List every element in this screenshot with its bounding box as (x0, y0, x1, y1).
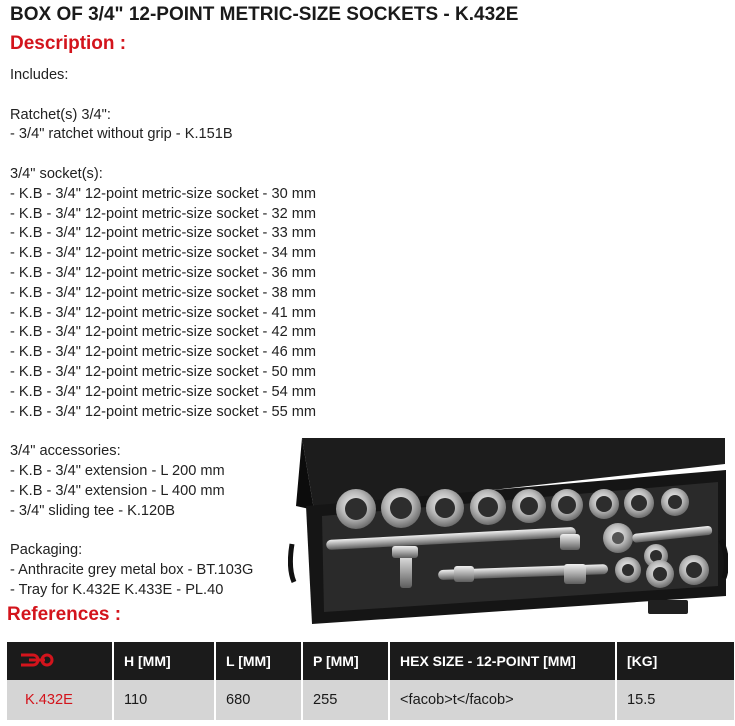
description-line: - K.B - 3/4" 12-point metric-size socket - 50 mm (10, 363, 317, 380)
page-title: BOX OF 3/4" 12-POINT METRIC-SIZE SOCKETS - K.432E (10, 4, 519, 25)
description-line: - K.B - 3/4" 12-point metric-size socket - 55 mm (10, 403, 317, 420)
description-heading: Description : (10, 33, 127, 54)
references-heading: References : (7, 604, 122, 625)
description-line: - Anthracite grey metal box - BT.103G (10, 561, 254, 578)
description-line: 3/4" socket(s): (10, 165, 103, 182)
description-line: - 3/4" ratchet without grip - K.151B (10, 126, 233, 143)
description-line: - 3/4" sliding tee - K.120B (10, 502, 175, 519)
description-line: - Tray for K.432E K.433E - PL.40 (10, 581, 224, 598)
description-line: - K.B - 3/4" 12-point metric-size socket - 38 mm (10, 284, 317, 301)
cell-kg: 15.5 (617, 680, 734, 720)
header-logo-cell (7, 642, 112, 680)
col-header-hex-size: HEX SIZE - 12-POINT [MM] (390, 642, 615, 680)
cell-h: 110 (114, 680, 214, 720)
description-line: 3/4" accessories: (10, 443, 121, 460)
spacer (10, 145, 430, 165)
description-line: Includes: (10, 67, 69, 83)
spacer (10, 86, 430, 106)
description-line: - K.B - 3/4" 12-point metric-size socket - 36 mm (10, 264, 317, 281)
reference-code[interactable]: K.432E (7, 680, 112, 720)
description-line: - K.B - 3/4" 12-point metric-size socket - 33 mm (10, 225, 317, 242)
cell-l: 680 (216, 680, 301, 720)
description-line: - K.B - 3/4" 12-point metric-size socket - 46 mm (10, 344, 317, 361)
description-line: - K.B - 3/4" 12-point metric-size socket - 32 mm (10, 205, 317, 222)
col-header-kg: [KG] (617, 642, 734, 680)
socket-wrench-logo-icon (19, 651, 55, 669)
description-line: Packaging: (10, 542, 83, 559)
description-line: Ratchet(s) 3/4": (10, 106, 111, 123)
table-row (7, 680, 734, 720)
description-line: - K.B - 3/4" 12-point metric-size socket - 42 mm (10, 324, 317, 341)
col-header-l: L [MM] (216, 642, 301, 680)
col-header-h: H [MM] (114, 642, 214, 680)
description-line: - K.B - 3/4" extension - L 200 mm (10, 462, 225, 479)
description-line: - K.B - 3/4" extension - L 400 mm (10, 482, 225, 499)
col-header-p: P [MM] (303, 642, 388, 680)
description-line: - K.B - 3/4" 12-point metric-size socket - 30 mm (10, 185, 317, 202)
description-line: - K.B - 3/4" 12-point metric-size socket - 54 mm (10, 383, 317, 400)
cell-hex-size: <facob>t</facob> (390, 680, 615, 720)
description-line: - K.B - 3/4" 12-point metric-size socket - 41 mm (10, 304, 317, 321)
cell-p: 255 (303, 680, 388, 720)
table-header-row (7, 642, 734, 680)
product-image (288, 436, 728, 636)
description-line: - K.B - 3/4" 12-point metric-size socket - 34 mm (10, 245, 317, 262)
references-table (5, 642, 735, 720)
